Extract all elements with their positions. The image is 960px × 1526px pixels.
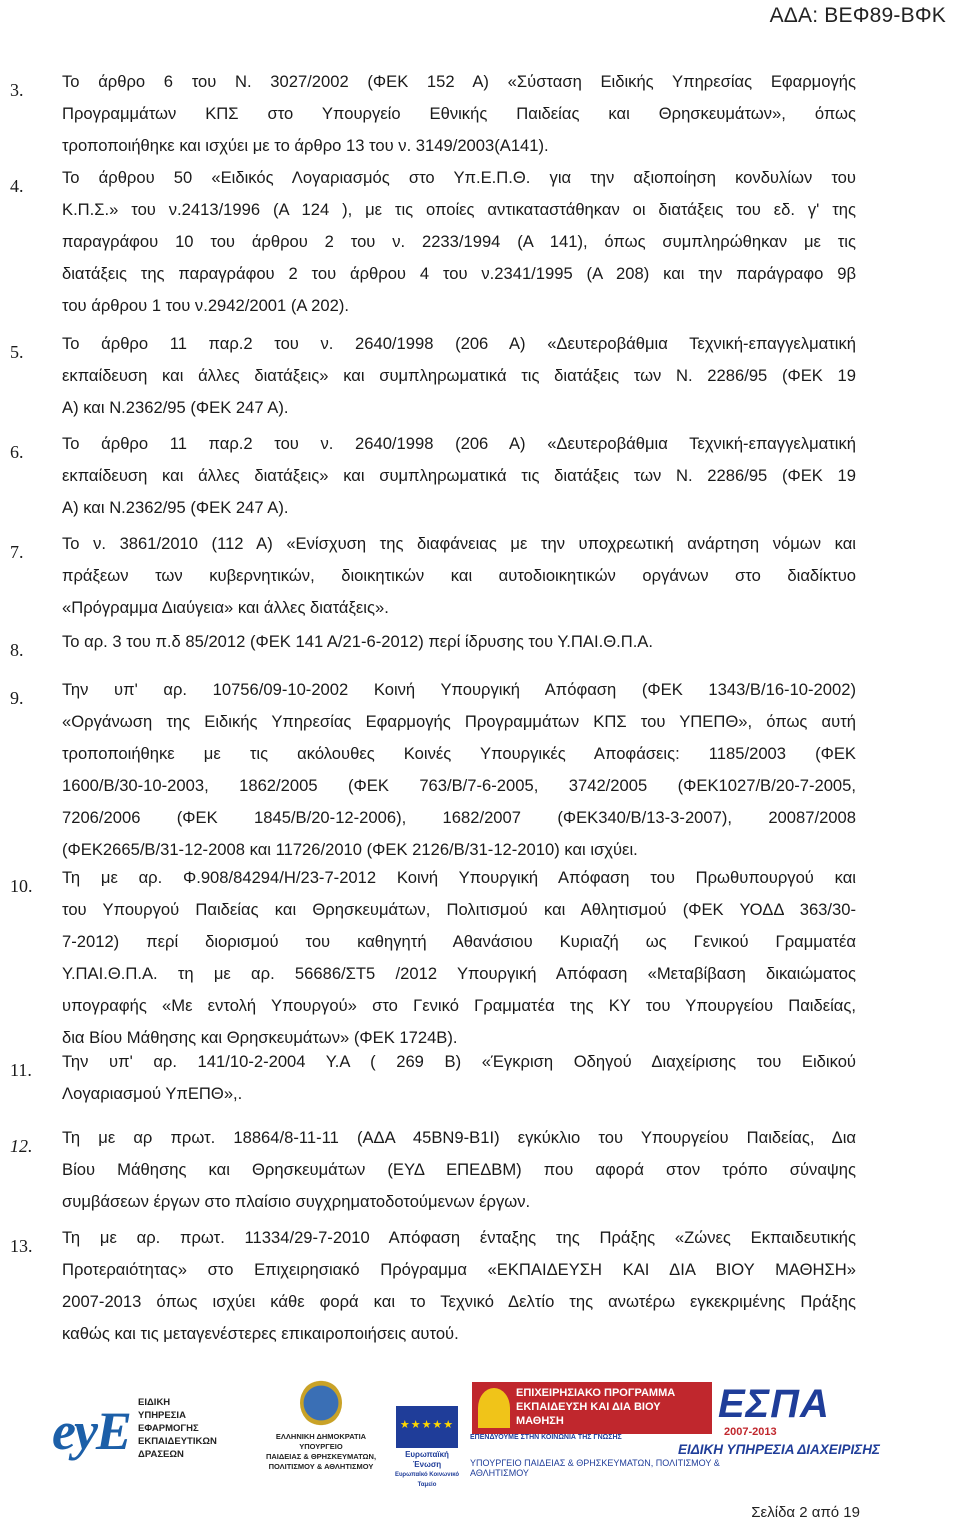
eu-text-line: Ευρωπαϊκό Κοινωνικό Ταμείο [394, 1472, 460, 1488]
item-text [62, 862, 856, 1054]
item-text [62, 528, 856, 624]
item-text [62, 428, 856, 524]
item-line: Προγραμμάτων ΚΠΣ στο Υπουργείο Εθνικής Παιδείας και Θρησκευμάτων», όπως [62, 104, 856, 123]
slogan-hidden: ΕΠΕΝΔΥΟΥΜΕ ΣΤΗΝ ΚΟΙΝΩΝΙΑ ΤΗΣ ΓΝΩΣΗΣ [470, 1434, 622, 1441]
item-number: 9. [10, 688, 24, 708]
item-number: 3. [10, 80, 24, 100]
item-line: Την υπ' αρ. 10756/09-10-2002 Κοινή Υπουργική Απόφαση (ΦΕΚ 1343/Β/16-10-2002) [62, 680, 856, 699]
coat-of-arms-icon [300, 1380, 342, 1426]
eye-text-line: ΔΡΑΣΕΩΝ [138, 1449, 184, 1460]
ministry-text-line: ΥΠΟΥΡΓΕΙΟ [299, 1442, 343, 1451]
eu-stars-icon: ★★★★★ [399, 1419, 455, 1431]
item-line: Το ν. 3861/2010 (112 Α) «Ενίσχυση της διαφάνειας με την υποχρεωτική ανάρτηση νόμων και [62, 534, 856, 553]
ministry-text [262, 1432, 380, 1472]
item-number: 7. [10, 542, 24, 562]
item-line: Τη με αρ πρωτ. 18864/8-11-11 (ΑΔΑ 45ΒΝ9-Β1Ι) εγκύκλιο του Υπουργείου Παιδείας, Δια [62, 1128, 856, 1147]
eu-flag-icon [396, 1406, 458, 1448]
ministry-text-line: ΕΛΛΗΝΙΚΗ ΔΗΜΟΚΡΑΤΙΑ [275, 1432, 367, 1441]
item-line: (ΦΕΚ2665/Β/31-12-2008 και 11726/2010 (ΦΕΚ 2126/Β/31-12-2010) και ισχύει. [62, 840, 638, 859]
item-line: του άρθρου 1 του ν.2942/2001 (Α 202). [62, 296, 349, 315]
item-line: Το άρθρο 6 του Ν. 3027/2002 (ΦΕΚ 152 Α) «Σύσταση Ειδικής Υπηρεσίας Εφαρμογής [62, 72, 856, 91]
item-text [62, 162, 856, 322]
eye-logo [52, 1392, 252, 1478]
item-number: 4. [10, 176, 24, 196]
item-line: «Πρόγραμμα Διαύγεια» και άλλες διατάξεις». [62, 598, 389, 617]
item-line: πράξεων των κυβερνητικών, διοικητικών και αυτοδιοικητικών οργάνων στο διαδίκτυο [62, 566, 856, 585]
page-number: Σελίδα 2 από 19 [751, 1504, 860, 1521]
eye-text-line: ΥΠΗΡΕΣΙΑ [138, 1410, 186, 1421]
item-number: 6. [10, 442, 24, 462]
flame-icon [478, 1388, 510, 1428]
eu-text-line: Ευρωπαϊκή Ένωση [405, 1450, 449, 1469]
item-text [62, 1046, 856, 1110]
program-text-line: ΕΠΙΧΕΙΡΗΣΙΑΚΟ ΠΡΟΓΡΑΜΜΑ [516, 1387, 676, 1399]
item-line: Υ.ΠΑΙ.Θ.Π.Α. τη με αρ. 56686/ΣΤ5 /2012 Υπουργική Απόφαση «Μεταβίβαση δικαιώματος [62, 964, 856, 983]
item-line: Το άρθρο 11 παρ.2 του ν. 2640/1998 (206 Α) «Δευτεροβάθμια Τεχνική-επαγγελματική [62, 434, 856, 453]
item-line: του Υπουργού Παιδείας και Θρησκευμάτων, Πολιτισμού και Αθλητισμού (ΦΕΚ ΥΟΔΔ 363/30- [62, 900, 856, 919]
item-text [62, 1122, 856, 1218]
espa-logo [718, 1382, 868, 1446]
eu-text [390, 1450, 464, 1490]
item-line: τροποποιήθηκε και ισχύει με το άρθρο 13 του ν. 3149/2003(Α141). [62, 136, 549, 155]
item-number: 13. [10, 1236, 33, 1256]
item-line: υπογραφής «Με εντολή Υπουργού» στο Γενικό Γραμματέα της ΚΥ του Υπουργείου Παιδείας, [62, 996, 856, 1015]
item-line: Κ.Π.Σ.» του ν.2413/1996 (Α 124 ), με τις οποίες αντικαταστάθηκαν οι διατάξεις του εδ. γ' της [62, 200, 856, 219]
item-line: 7206/2006 (ΦΕΚ 1845/Β/20-12-2006), 1682/2007 (ΦΕΚ340/Β/13-3-2007), 20087/2008 [62, 808, 856, 827]
item-line: Λογαριασμού ΥπΕΠΘ»,. [62, 1084, 243, 1103]
item-line: Το άρθρο 11 παρ.2 του ν. 2640/1998 (206 Α) «Δευτεροβάθμια Τεχνική-επαγγελματική [62, 334, 856, 353]
item-line: καθώς και τις μεταγενέστερες επικαιροποιήσεις αυτού. [62, 1324, 459, 1343]
item-number: 10. [10, 876, 33, 896]
item-line: 7-2012) περί διορισμού του καθηγητή Αθανάσιου Κυριαζή ως Γενικού Γραμματέα [62, 932, 856, 951]
item-line: Προτεραιότητας» στο Επιχειρησιακό Πρόγραμμα «ΕΚΠΑΙΔΕΥΣΗ ΚΑΙ ΔΙΑ ΒΙΟΥ ΜΑΘΗΣΗ» [62, 1260, 856, 1279]
item-line: Το άρθρου 50 «Ειδικός Λογαριασμός στο Υπ.Ε.Π.Θ. για την αξιοποίηση κονδυλίων του [62, 168, 856, 187]
ekdvm-program-logo [472, 1382, 712, 1434]
item-line: «Οργάνωση της Ειδικής Υπηρεσίας Εφαρμογής Προγραμμάτων ΚΠΣ του ΥΠΕΠΘ», όπως αυτή [62, 712, 856, 731]
item-line: εκπαίδευση και άλλες διατάξεις» και συμπληρωματικά τις διατάξεις των Ν. 2286/95 (ΦΕΚ 19 [62, 366, 856, 385]
item-line: Α) και Ν.2362/95 (ΦΕΚ 247 Α). [62, 498, 289, 517]
ministry-text-line: ΠΑΙΔΕΙΑΣ & ΘΡΗΣΚΕΥΜΑΤΩΝ, [265, 1452, 377, 1461]
item-line: Το αρ. 3 του π.δ 85/2012 (ΦΕΚ 141 Α/21-6-2012) περί ίδρυσης του Υ.ΠΑΙ.Θ.Π.Α. [62, 632, 653, 651]
item-line: Τη με αρ. πρωτ. 11334/29-7-2010 Απόφαση ένταξης της Πράξης «Ζώνες Εκπαιδευτικής [62, 1228, 856, 1247]
eye-text [138, 1396, 217, 1461]
item-line: εκπαίδευση και άλλες διατάξεις» και συμπληρωματικά τις διατάξεις των Ν. 2286/95 (ΦΕΚ 19 [62, 466, 856, 485]
ada-code: ΑΔΑ: ΒΕΦ89-ΒΦΚ [769, 4, 946, 27]
item-line: Α) και Ν.2362/95 (ΦΕΚ 247 Α). [62, 398, 289, 417]
item-line: 1600/Β/30-10-2003, 1862/2005 (ΦΕΚ 763/Β/7-6-2005, 3742/2005 (ΦΕΚ1027/Β/20-7-2005, [62, 776, 856, 795]
item-line: διατάξεις της παραγράφου 2 του άρθρου 4 του ν.2341/1995 (Α 208) και την παράγραφο 9β [62, 264, 856, 283]
item-text [62, 626, 856, 658]
ministry-text-line: ΠΟΛΙΤΙΣΜΟΥ & ΑΘΛΗΤΙΣΜΟΥ [268, 1462, 374, 1471]
item-line: Τη με αρ. Φ.908/84294/Η/23-7-2012 Κοινή Υπουργική Απόφαση του Πρωθυπουργού και [62, 868, 856, 887]
item-text [62, 328, 856, 424]
item-line: δια Βίου Μάθησης και Θρησκευμάτων» (ΦΕΚ 1724Β). [62, 1028, 458, 1047]
espa-slogan-small: ΥΠΟΥΡΓΕΙΟ ΠΑΙΔΕΙΑΣ & ΘΡΗΣΚΕΥΜΑΤΩΝ, ΠΟΛΙΤΙΣΜΟΥ & ΑΘΛΗΤΙΣΜΟΥ [470, 1458, 720, 1478]
eye-text-line: ΕΦΑΡΜΟΓΗΣ [138, 1423, 199, 1434]
program-text-line: ΕΚΠΑΙΔΕΥΣΗ ΚΑΙ ΔΙΑ ΒΙΟΥ ΜΑΘΗΣΗ [516, 1401, 661, 1427]
eye-text-line: ΕΙΔΙΚΗ [138, 1397, 171, 1408]
item-line: συμβάσεων έργων στο πλαίσιο συγχρηματοδοτούμενων έργων. [62, 1192, 531, 1211]
item-number: 5. [10, 342, 24, 362]
eye-text-line: ΕΚΠΑΙΔΕΥΤΙΚΩΝ [138, 1436, 217, 1447]
item-text [62, 674, 856, 866]
item-line: Βίου Μάθησης και Θρησκευμάτων (ΕΥΔ ΕΠΕΔΒΜ) που αφορά στον τρόπο σύναψης [62, 1160, 856, 1179]
item-number: 11. [10, 1060, 32, 1080]
espa-years: 2007-2013 [724, 1426, 777, 1438]
eye-mark: eyE [52, 1401, 130, 1461]
hellenic-republic-logo [262, 1380, 380, 1478]
item-number: 12. [10, 1136, 33, 1156]
item-line: παραγράφου 10 του άρθρου 2 του ν. 2233/1994 (Α 141), όπως συμπληρώθηκαν με τις [62, 232, 856, 251]
espa-slogan: ΕΙΔΙΚΗ ΥΠΗΡΕΣΙΑ ΔΙΑΧΕΙΡΙΣΗΣ [677, 1442, 880, 1457]
espa-word: ΕΣΠΑ [718, 1382, 830, 1426]
item-text [62, 1222, 856, 1350]
item-line: 2007-2013 όπως ισχύει κάθε φορά και το Τεχνικό Δελτίο της ανωτέρω εγκεκριμένης Πράξης [62, 1292, 856, 1311]
item-number: 8. [10, 640, 24, 660]
funding-logos-strip [0, 1372, 960, 1488]
item-line: τροποποιήθηκε με τις ακόλουθες Κοινές Υπουργικές Αποφάσεις: 1185/2003 (ΦΕΚ [62, 744, 856, 763]
item-text [62, 66, 856, 162]
eu-logo [390, 1406, 464, 1488]
item-line: Την υπ' αρ. 141/10-2-2004 Υ.Α ( 269 Β) «Έγκριση Οδηγού Διαχείρισης του Ειδικού [62, 1052, 856, 1071]
